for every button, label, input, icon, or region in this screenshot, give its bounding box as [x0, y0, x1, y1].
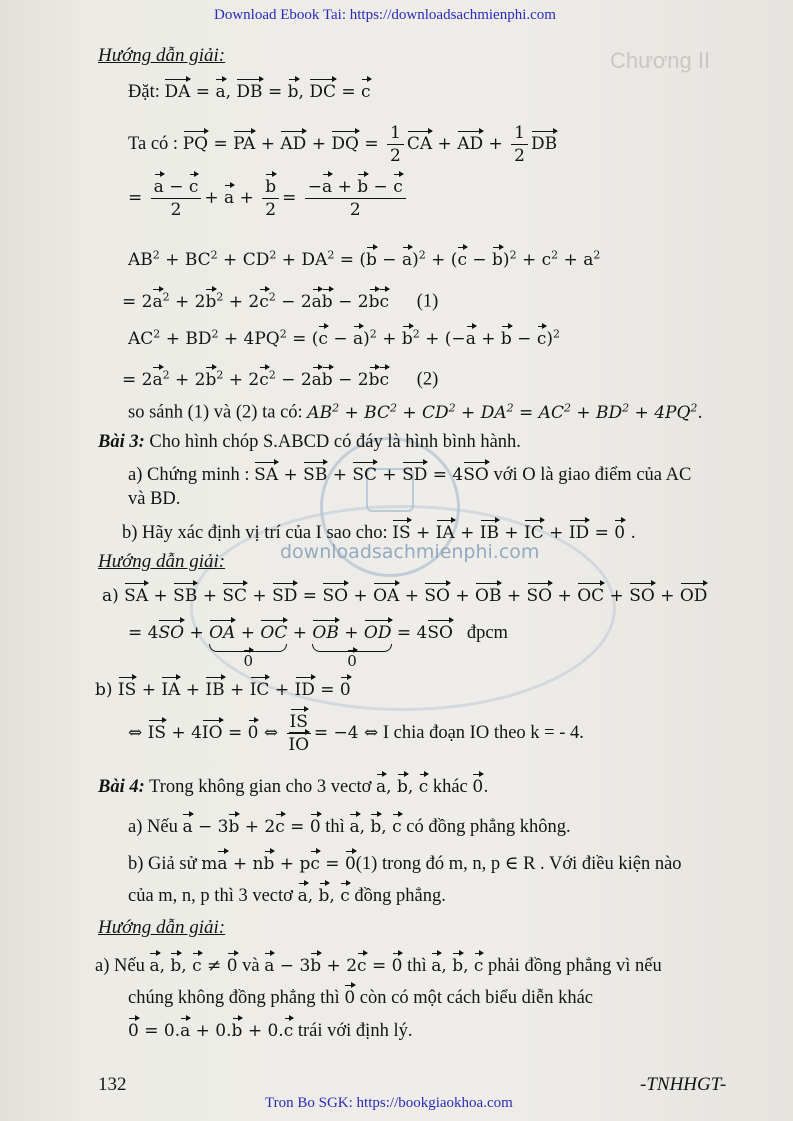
bai4-b-prefix: b) Giả sử	[128, 854, 197, 874]
page-number: 132	[98, 1074, 127, 1095]
sol4-a-then: thì	[407, 956, 427, 976]
definition-line: Đặt: DA = a, DB = b, DC = c	[128, 82, 371, 102]
sol4-line3-end: trái với định lý.	[297, 1021, 413, 1041]
bai3-a-prefix: a) Chứng minh :	[128, 465, 250, 485]
bai4-sol-line1: a) Nếu a, b, c ≠ 0 và a − 3b + 2c = 0 thì a, b, c phải đồng phẳng vì nếu	[95, 956, 662, 976]
bai4-a-mid: thì	[325, 817, 345, 837]
bai3-sol-a-line2: = 4SO + OA + OC 0 + OB + OD 0 = 4SO đpcm	[128, 623, 508, 670]
bai4-text: Trong không gian cho 3 vectơ	[149, 777, 372, 797]
bai3-sol-b-line1: b) IS + IA + IB + IC + ID = 0	[95, 680, 351, 700]
bai4-sol-line2: chúng không đồng phẳng thì 0 còn có một cách biểu diễn khác	[128, 988, 593, 1008]
footer-right-label: -TNHHGT-	[640, 1074, 727, 1095]
bai4-label: Bài 4:	[98, 777, 145, 797]
bai4-a-end: có đồng phẳng không.	[406, 817, 571, 837]
bai3-part-b: b) Hãy xác định vị trí của I sao cho: IS + IA + IB + IC + ID = 0 .	[122, 523, 636, 543]
io-text: I chia đoạn IO theo k = - 4.	[382, 723, 584, 743]
bai4-b-mid: (1) trong đó m, n, p ∈ R . Với điều kiện nào	[355, 854, 682, 874]
bai3-sol-a-line1: a) SA + SB + SC + SD = SO + OA + SO + OB + SO + OC + SO + OD	[102, 586, 708, 606]
taco-label: Ta có :	[128, 134, 179, 154]
equation-1: = $2a^2 + 2b^2 + 2c^2 - 2ab - 2bc$ (1)	[122, 290, 439, 312]
sol4-a-end: phải đồng phẳng vì nếu	[488, 956, 662, 976]
sol4-a-mid: và	[242, 956, 260, 976]
diagonal-squares-line: $AC^2 + BD^2 + 4PQ^2 = (c - a)^2 + b^2 + (-a + b - c)^2$	[128, 327, 561, 349]
bai3-statement	[98, 431, 521, 453]
bai3-a-suffix: với O là giao điểm của AC	[493, 465, 692, 485]
solution-heading-bai4: Hướng dẫn giải:	[98, 917, 226, 938]
bai3-label: Bài 3:	[98, 432, 145, 452]
pq-equation: Ta có : PQ = PA + AD + DQ = $\frac{1}{2}$ CA + AD + $\frac{1}{2}$ DB	[128, 123, 558, 166]
bai4-b-cont-end: đồng phẳng.	[354, 886, 446, 906]
bai3-part-a-cont: và BD.	[128, 489, 181, 509]
pq-simplified: = $\frac{a - c}{2}$ + a + $\frac{b}{2}$ = $\frac{-a + b - c}{2}$	[128, 176, 409, 221]
solution-heading: Hướng dẫn giải:	[98, 45, 226, 66]
header-download-link[interactable]: Download Ebook Tai: https://downloadsachmienphi.com	[214, 7, 556, 23]
ghost-text: Chương II	[610, 48, 711, 73]
bai3-text: Cho hình chóp S.ABCD có đáy là hình bình hành.	[149, 432, 521, 452]
bai4-statement: Bài 4: Trong không gian cho 3 vectơ a, b, c khác 0.	[98, 777, 489, 797]
sum-squares-line: $AB^2 + BC^2 + CD^2 + DA^2 = (b - a)^2 + (c - b)^2 + c^2 + a^2$	[128, 248, 601, 270]
bai4-sol-line3: 0 = 0.a + 0.b + 0.c trái với định lý.	[128, 1021, 413, 1041]
watermark-text: downloadsachmienphi.com	[280, 541, 540, 563]
bai4-text-end: khác	[432, 777, 468, 797]
so-sanh-text: so sánh (1) và (2) ta có:	[128, 402, 303, 423]
bai3-part-a: a) Chứng minh : SA + SB + SC + SD = 4SO với O là giao điểm của AC	[128, 465, 692, 485]
bai4-b-cont: của m, n, p thì 3 vectơ	[128, 886, 293, 906]
bai3-b-prefix: b) Hãy xác định vị trí của I sao cho:	[122, 523, 388, 543]
equation-2: = $2a^2 + 2b^2 + 2c^2 - 2ab - 2bc$ (2)	[122, 368, 439, 390]
bai4-part-b: b) Giả sử ma + nb + pc = 0(1) trong đó m, n, p ∈ R . Với điều kiện nào	[128, 854, 682, 874]
dat-label: Đặt:	[128, 82, 160, 102]
sol4-line2-start: chúng không đồng phẳng thì	[128, 988, 340, 1008]
comparison-line: so sánh (1) và (2) ta có: $AB^2 + BC^2 + CD^2 + DA^2 = AC^2 + BD^2 + 4PQ^2$.	[128, 401, 703, 423]
sol4-a-prefix: a) Nếu	[95, 956, 145, 976]
solution-heading-bai3: Hướng dẫn giải:	[98, 551, 226, 572]
eq1-tag: (1)	[416, 291, 439, 312]
bai3-sol-b-line2: ⇔ IS + 4IO = 0 ⇔ $\frac{IS}{IO}$ = −4 ⇔ I chia đoạn IO theo k = - 4.	[128, 712, 584, 755]
dpcm-text: đpcm	[466, 623, 508, 643]
sol4-line2-end: còn có một cách biểu diễn khác	[359, 988, 593, 1008]
footer-sgk-link[interactable]: Tron Bo SGK: https://bookgiaokhoa.com	[265, 1095, 513, 1111]
bai4-part-b-cont: của m, n, p thì 3 vectơ a, b, c đồng phẳng.	[128, 886, 446, 906]
eq2-tag: (2)	[416, 369, 439, 390]
bai4-a-prefix: a) Nếu	[128, 817, 178, 837]
bai4-part-a: a) Nếu a − 3b + 2c = 0 thì a, b, c có đồng phẳng không.	[128, 817, 571, 837]
